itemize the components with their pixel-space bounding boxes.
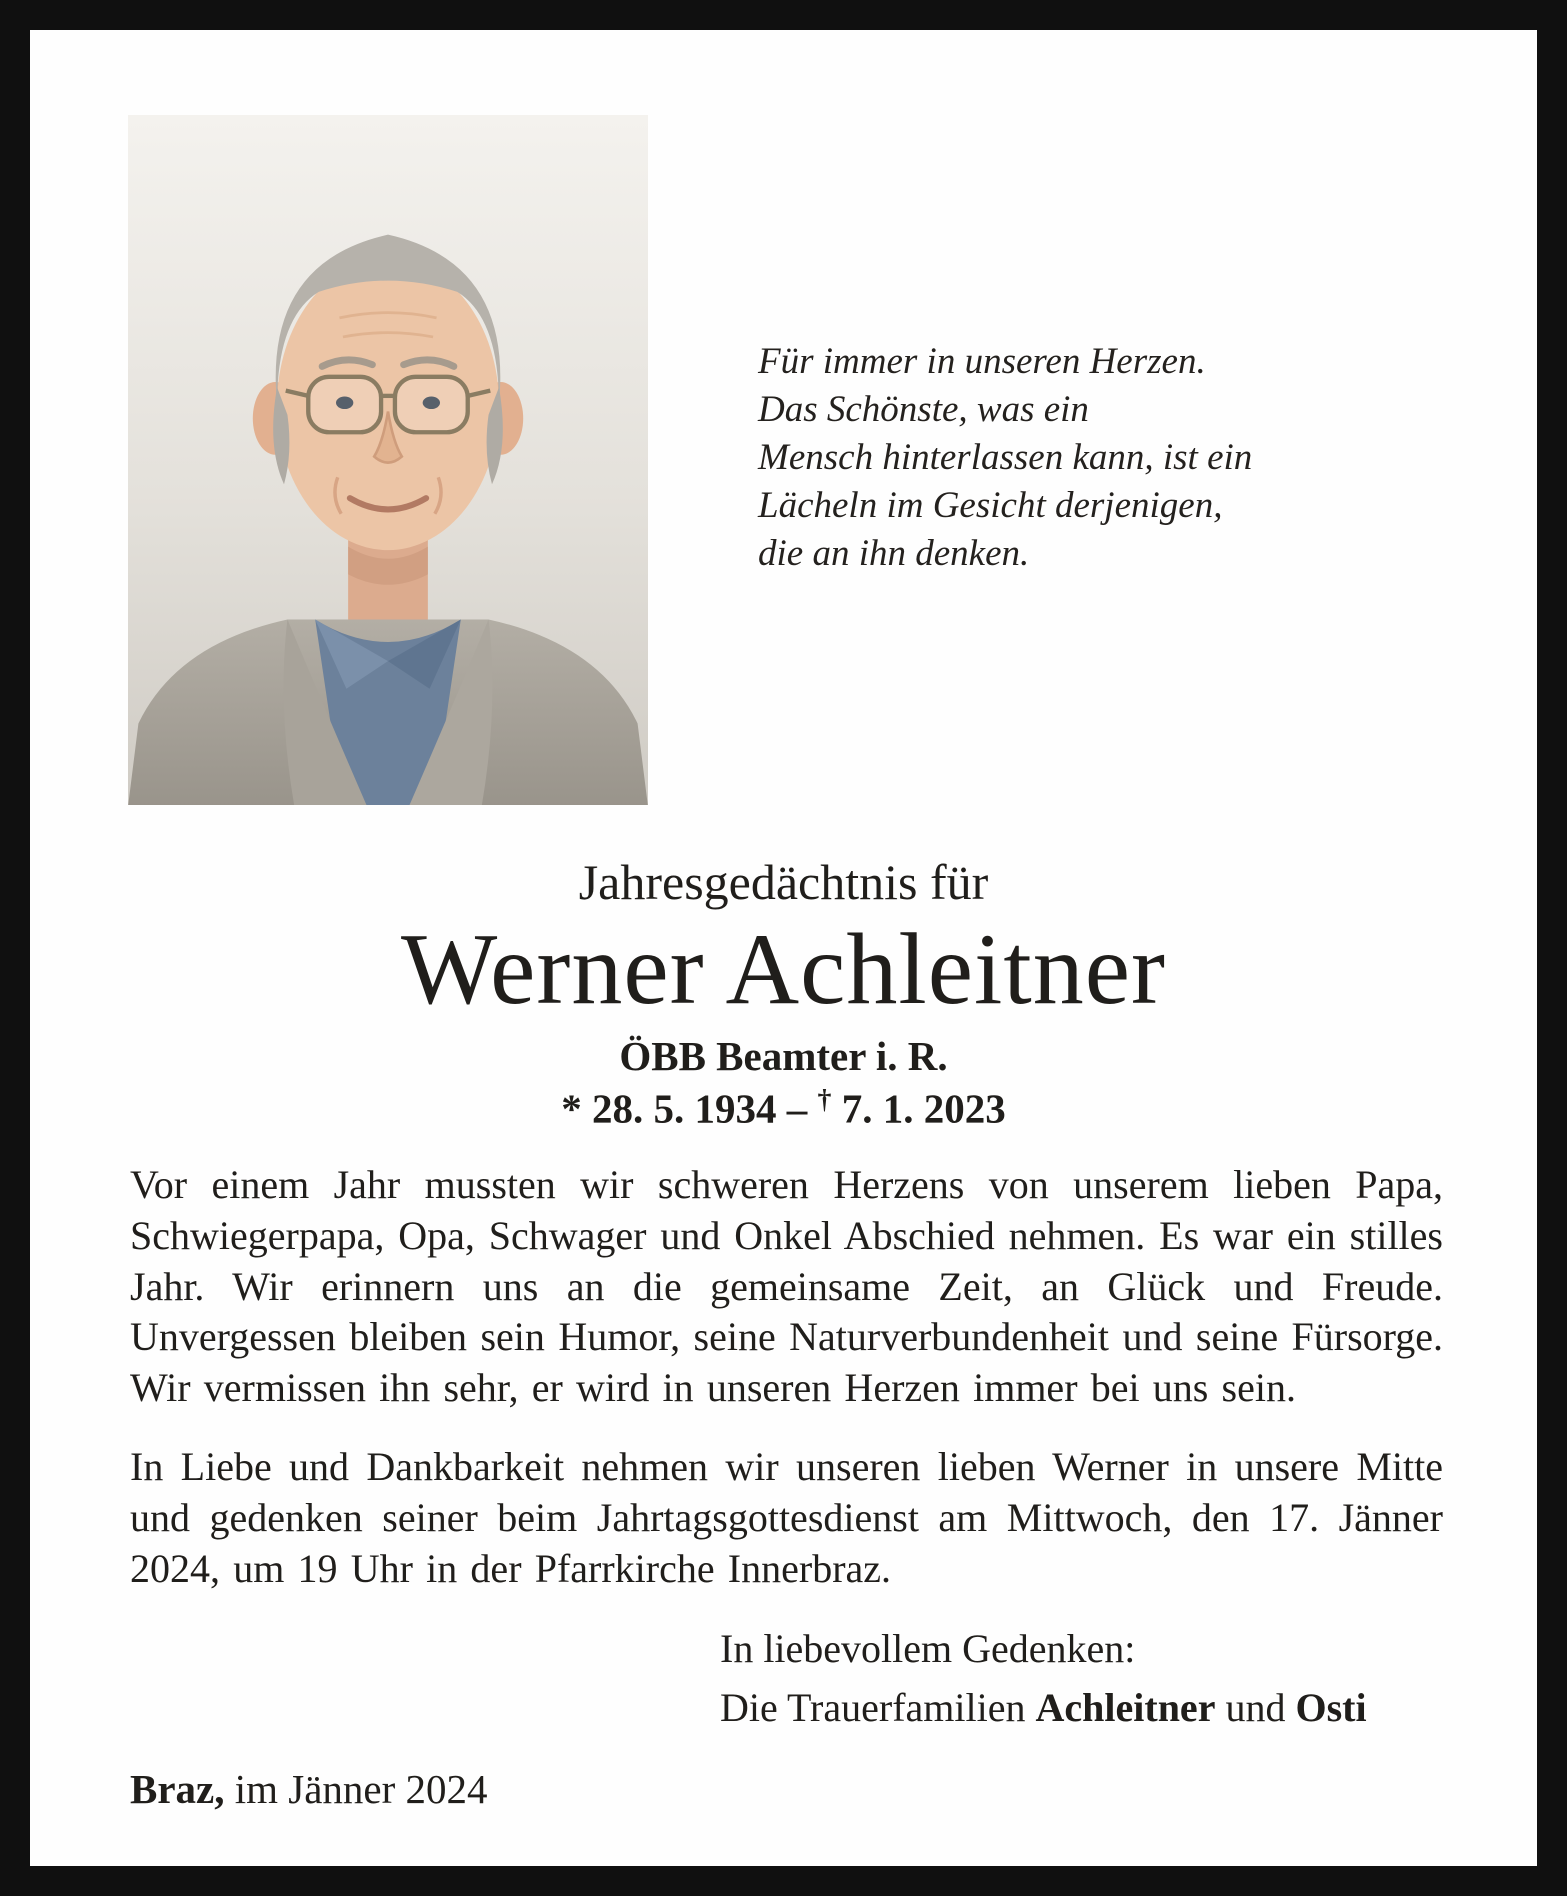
memorial-text-column — [130, 1160, 1443, 1815]
closing-line-1: In liebevollem Gedenken: — [720, 1626, 1136, 1672]
memorial-paragraph-2: In Liebe und Dankbarkeit nehmen wir unseren lieben Werner in unsere Mitte und gedenken seiner beim Jahrtagsgottesdienst am Mittwoch, den 17. Jänner 2024, um 19 Uhr in der Pfarrkirche Innerbraz. — [130, 1443, 1443, 1591]
quote-line: Mensch hinterlassen kann, ist ein — [758, 437, 1253, 479]
place-date-line — [130, 1764, 1443, 1815]
portrait-illustration — [128, 115, 648, 805]
quote-line: die an ihn denken. — [758, 533, 1030, 575]
life-dates — [30, 1084, 1537, 1133]
memorial-header — [30, 852, 1537, 1133]
closing-line-2 — [720, 1683, 1443, 1734]
memorial-type: Jahresgedächtnis für — [578, 854, 989, 910]
date: im Jänner 2024 — [234, 1765, 488, 1812]
closing-prefix: Die Trauerfamilien — [720, 1685, 1026, 1731]
closing-block — [720, 1624, 1443, 1734]
memorial-paragraph-1: Vor einem Jahr mussten wir schweren Herzens von unserem lieben Papa, Schwiegerpapa, Opa, Schwager und Onkel Abschied nehmen. Es war ein stilles Jahr. Wir erinnern uns an die gemeinsame Zeit, an Glück und Freude. Unvergessen bleiben sein Humor, seine Naturverbundenheit und seine Fürsorge. Wir vermissen ihn sehr, er wird in unseren Herzen immer bei uns sein. — [130, 1162, 1443, 1411]
quote-line: Lächeln im Gesicht derjenigen, — [758, 485, 1223, 527]
memorial-quote — [758, 338, 1252, 578]
birth-date: * 28. 5. 1934 – — [561, 1085, 808, 1132]
family-name-2: Osti — [1295, 1685, 1367, 1731]
deceased-name: Werner Achleitner — [401, 913, 1166, 1026]
death-dagger-icon: † — [817, 1084, 832, 1116]
death-date: 7. 1. 2023 — [841, 1085, 1006, 1132]
quote-line: Für immer in unseren Herzen. — [758, 341, 1206, 382]
place: Braz, — [130, 1765, 225, 1812]
memorial-card — [30, 30, 1537, 1866]
portrait-photo — [128, 115, 648, 805]
profession: ÖBB Beamter i. R. — [619, 1033, 948, 1080]
closing-connector: und — [1225, 1685, 1286, 1731]
quote-line: Das Schönste, was ein — [758, 389, 1089, 431]
family-name-1: Achleitner — [1035, 1685, 1216, 1731]
